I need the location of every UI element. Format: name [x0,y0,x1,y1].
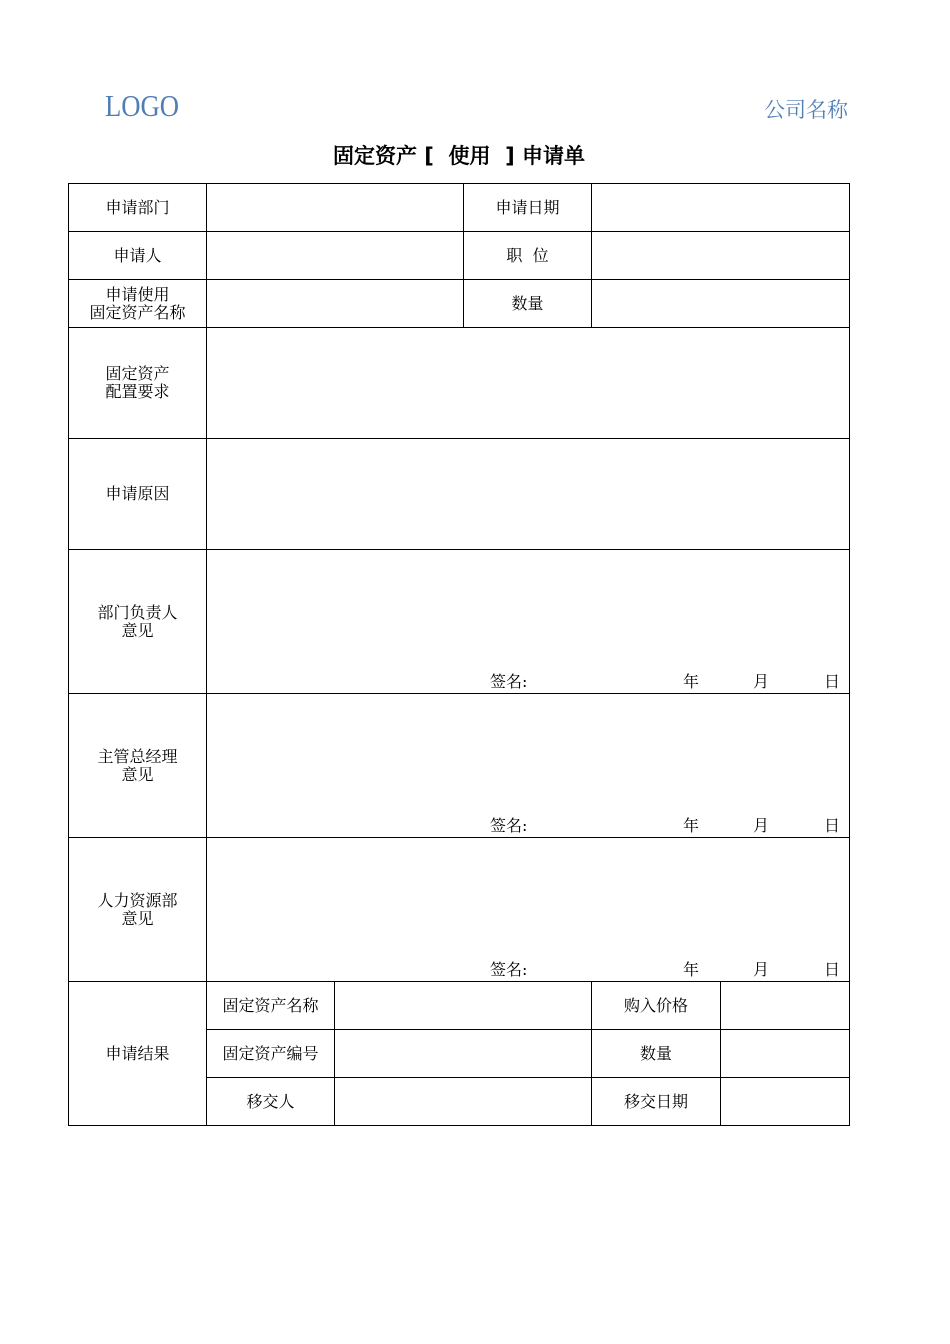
signature-line [207,671,849,693]
asset-name-field[interactable] [207,280,464,328]
dept-head-label: 部门负责人 意见 [69,550,207,694]
company-name: 公司名称 [764,98,848,122]
signature-label: 签名: [490,960,528,979]
day-label: 日 [824,672,841,691]
quantity-label: 数量 [464,280,592,328]
logo: LOGO [105,88,180,123]
month-label: 月 [753,672,770,691]
hr-opinion-field[interactable] [207,838,850,982]
reason-label: 申请原因 [69,439,207,550]
transferer-label: 移交人 [207,1078,335,1126]
asset-name-label: 申请使用 固定资产名称 [69,280,207,328]
row-department [69,184,850,232]
row-applicant [69,232,850,280]
signature-line [207,815,849,837]
row-asset-name [69,280,850,328]
year-label: 年 [683,816,700,835]
config-field[interactable] [207,328,850,439]
row-hr [69,838,850,982]
purchase-price-label: 购入价格 [592,982,721,1030]
result-label: 申请结果 [69,982,207,1126]
signature-label: 签名: [490,816,528,835]
transfer-date-field[interactable] [721,1078,850,1126]
asset-number-label: 固定资产编号 [207,1030,335,1078]
date-label: 申请日期 [464,184,592,232]
dept-label: 申请部门 [69,184,207,232]
purchase-price-field[interactable] [721,982,850,1030]
date-field[interactable] [592,184,850,232]
application-form [68,183,850,1126]
month-label: 月 [753,816,770,835]
day-label: 日 [824,960,841,979]
position-label: 职 位 [464,232,592,280]
result-asset-name-label: 固定资产名称 [207,982,335,1030]
signature-label: 签名: [490,672,528,691]
signature-line [207,959,849,981]
hr-label: 人力资源部 意见 [69,838,207,982]
row-gm [69,694,850,838]
transfer-date-label: 移交日期 [592,1078,721,1126]
row-dept-head [69,550,850,694]
page-title: 固定资产 [ 使用 ] 申请单 [332,144,586,168]
day-label: 日 [824,816,841,835]
dept-field[interactable] [207,184,464,232]
config-label: 固定资产 配置要求 [69,328,207,439]
reason-field[interactable] [207,439,850,550]
applicant-field[interactable] [207,232,464,280]
month-label: 月 [753,960,770,979]
year-label: 年 [683,672,700,691]
dept-head-opinion-field[interactable] [207,550,850,694]
year-label: 年 [683,960,700,979]
row-result-1 [69,982,850,1030]
row-reason [69,439,850,550]
result-asset-name-field[interactable] [335,982,592,1030]
gm-label: 主管总经理 意见 [69,694,207,838]
result-quantity-label: 数量 [592,1030,721,1078]
asset-number-field[interactable] [335,1030,592,1078]
position-field[interactable] [592,232,850,280]
row-config [69,328,850,439]
applicant-label: 申请人 [69,232,207,280]
gm-opinion-field[interactable] [207,694,850,838]
quantity-field[interactable] [592,280,850,328]
result-quantity-field[interactable] [721,1030,850,1078]
transferer-field[interactable] [335,1078,592,1126]
